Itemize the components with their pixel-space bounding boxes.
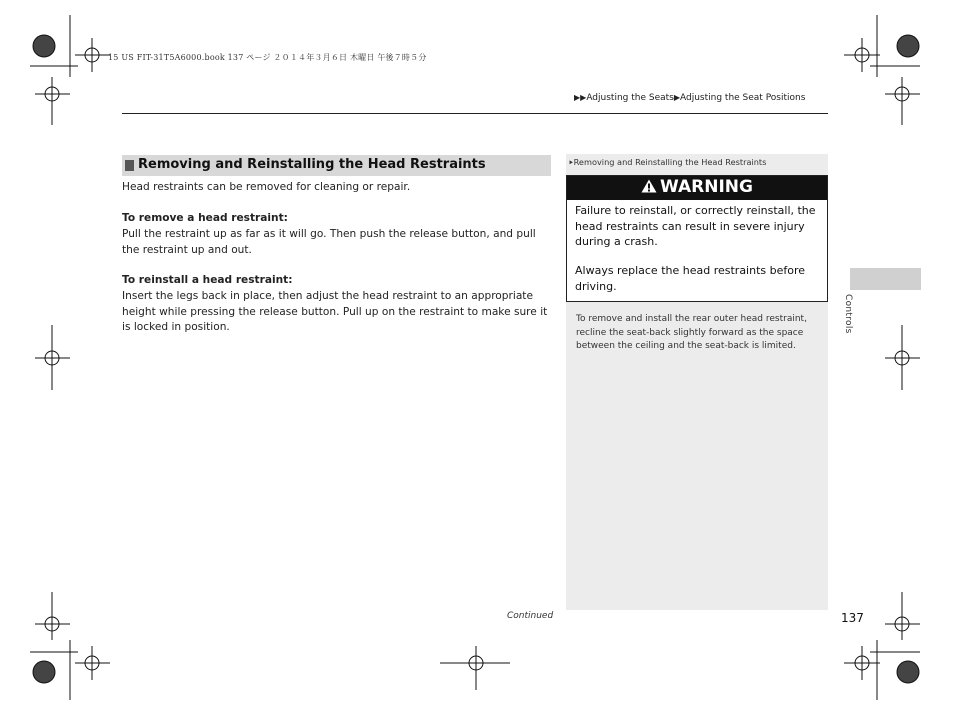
sidebar-reference-title: Removing and Reinstalling the Head Restraints [573, 157, 767, 167]
reinstall-text: Insert the legs back in place, then adjust the head restraint to an appropriate height while pressing the release button. Pull up on the restraint to make sure it is locked in position. [122, 290, 548, 333]
warning-title-bar [567, 176, 827, 200]
sidebar-note: To remove and install the rear outer head restraint, recline the seat-back slightly forward as the space between the ceiling and the seat-back is limited. [576, 314, 807, 351]
chapter-tab [850, 268, 921, 290]
remove-text: Pull the restraint up as far as it will go. Then push the release button, and pull the restraint up and out. [122, 228, 536, 256]
breadcrumb [574, 93, 805, 103]
remove-heading: To remove a head restraint: [122, 212, 288, 224]
reinstall-heading: To reinstall a head restraint: [122, 274, 293, 286]
continued-label: Continued [507, 611, 554, 621]
double-arrow-icon: ▶▶ [574, 93, 587, 102]
arrow-icon: ▶ [673, 93, 680, 102]
warning-box [566, 175, 828, 302]
print-file-header: 15 US FIT-31T5A6000.book 137 ページ ２０１４年３月６日 木曜日 午後７時５分 [108, 53, 427, 62]
sidebar-reference [568, 157, 766, 168]
header-rule [122, 113, 828, 114]
breadcrumb-item-seat-positions: Adjusting the Seat Positions [680, 93, 806, 103]
warning-triangle-icon [641, 179, 657, 193]
breadcrumb-item-seats: Adjusting the Seats [586, 93, 674, 103]
warning-title: WARNING [660, 177, 753, 197]
page-number: 137 [841, 611, 864, 625]
section-title: Removing and Reinstalling the Head Restraints [138, 157, 486, 172]
section-heading [122, 155, 551, 176]
chapter-tab-label: Controls [843, 294, 853, 334]
warning-text-1: Failure to reinstall, or correctly reinstall, the head restraints can result in severe injury during a crash. [575, 204, 816, 248]
section-marker-icon [125, 160, 134, 171]
section-intro: Head restraints can be removed for cleaning or repair. [122, 181, 411, 193]
reference-arrow-icon: ⯈ [568, 159, 574, 167]
warning-text-2: Always replace the head restraints before driving. [575, 264, 806, 293]
